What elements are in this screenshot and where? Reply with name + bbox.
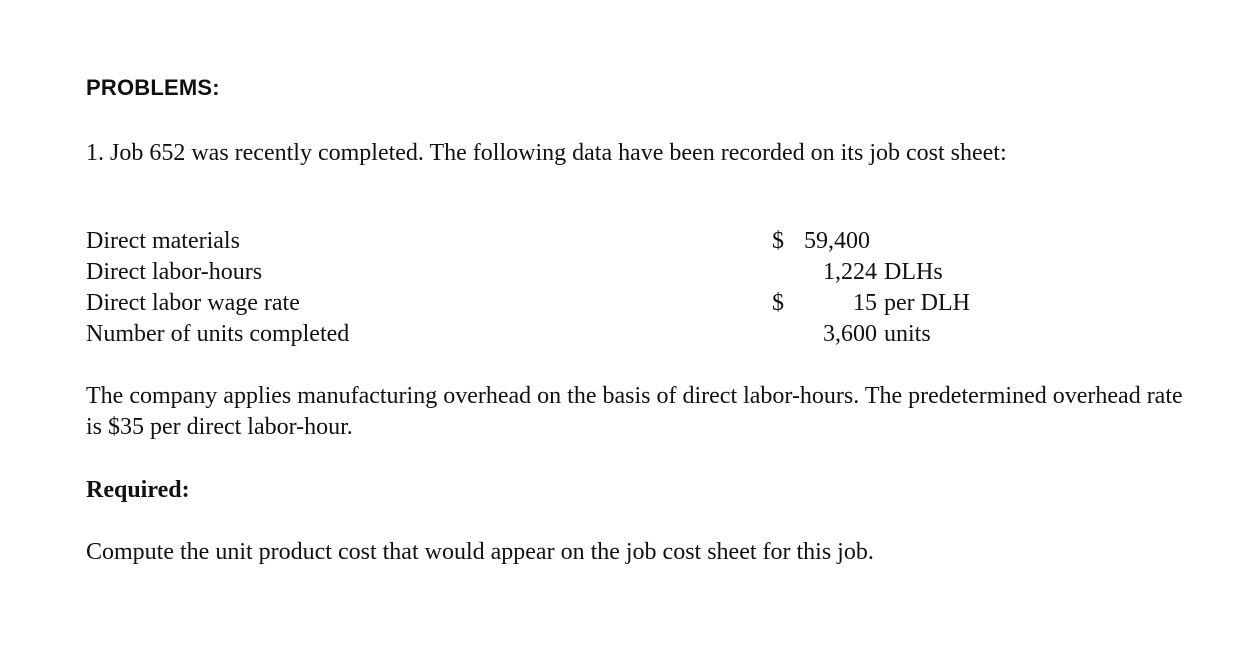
row-value-direct-labor-wage-rate: 15	[853, 290, 877, 316]
row-currency-direct-materials: $	[772, 228, 784, 254]
overhead-paragraph: The company applies manufacturing overhead on the basis of direct labor-hours. The predetermined overhead rate is $35 per direct labor-hour.	[86, 383, 1183, 440]
row-value-direct-labor-hours: 1,224	[823, 259, 877, 285]
row-label-direct-labor-hours: Direct labor-hours	[86, 259, 263, 285]
required-heading: Required:	[86, 477, 190, 503]
row-label-direct-labor-wage-rate: Direct labor wage rate	[86, 290, 300, 316]
required-instruction: Compute the unit product cost that would appear on the job cost sheet for this job.	[86, 539, 874, 565]
problem-intro: 1. Job 652 was recently completed. The following data have been recorded on its job cost sheet:	[86, 140, 1007, 166]
row-label-units-completed: Number of units completed	[86, 321, 350, 347]
problems-heading: PROBLEMS:	[86, 75, 220, 100]
row-unit-direct-labor-wage-rate: per DLH	[884, 290, 970, 316]
row-value-units-completed: 3,600	[823, 321, 877, 347]
row-unit-units-completed: units	[884, 321, 931, 347]
row-currency-direct-labor-wage-rate: $	[772, 290, 784, 316]
row-value-direct-materials: 59,400	[804, 228, 870, 254]
row-unit-direct-labor-hours: DLHs	[884, 259, 943, 285]
row-label-direct-materials: Direct materials	[86, 228, 240, 254]
